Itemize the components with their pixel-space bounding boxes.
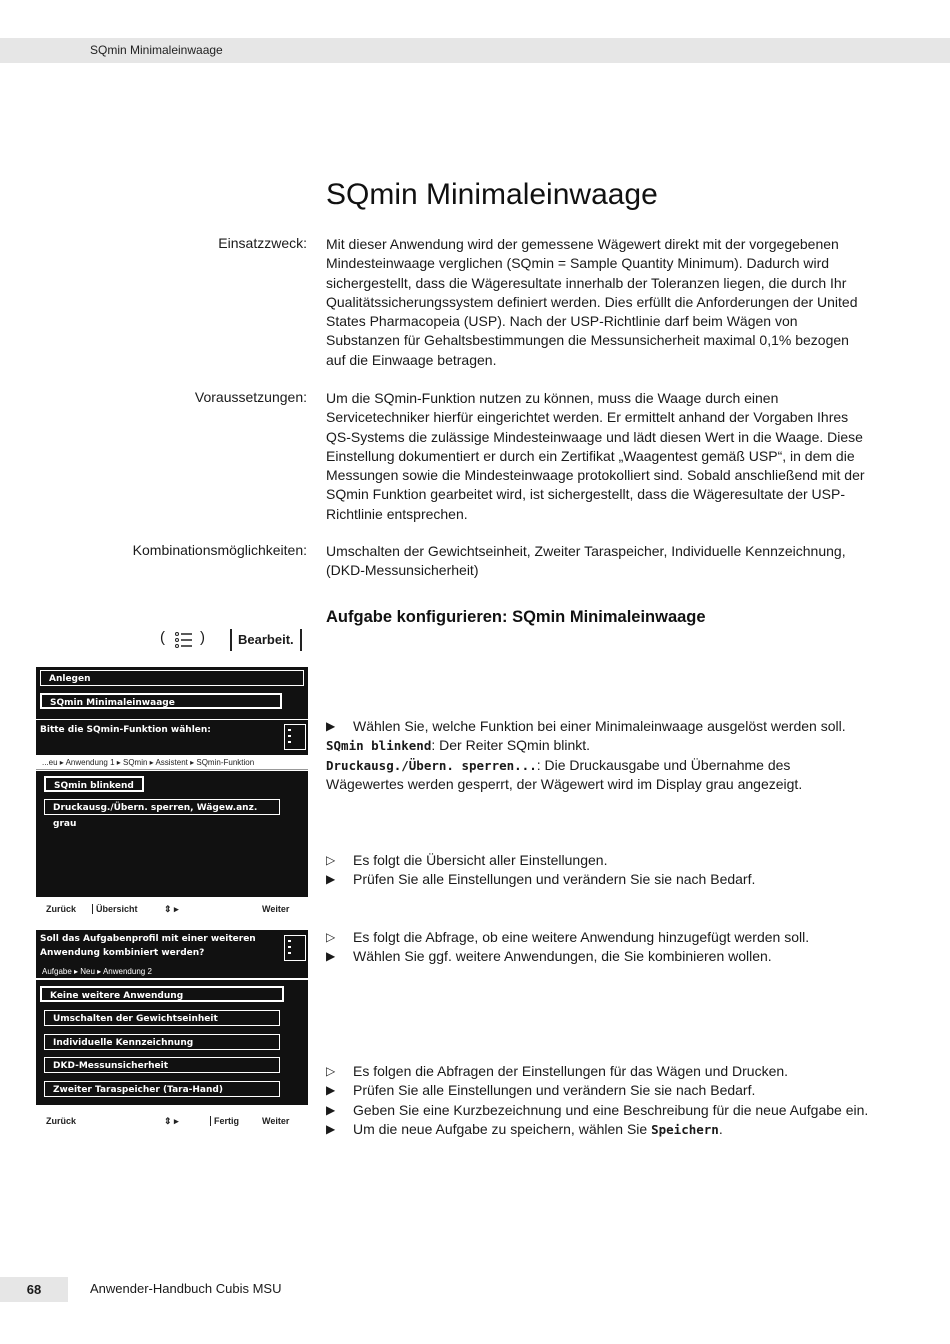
key-sqmin-blink: SQmin blinkend: [326, 738, 432, 754]
app-option-tare[interactable]: [44, 1081, 280, 1097]
edit-key-label: Bearbeit.: [238, 632, 294, 647]
text-voraussetzungen: Um die SQmin-Funktion nutzen zu können, muss die Waage durch einen Servicetechniker hierfür eingerichtet werden. Er ermittelt anhand der Vorgaben Ihres QS-Systems die zulässige Mindesteinwaage und lädt diesen Wert in die Waage. Diese Einstellung dokumentiert er durch ein Zertifikat „Waagentest gemäß USP“, in dem die Messungen sowie die Mindesteinwaage protokolliert sind. Sobald anschließend mit der SQmin Funktion gearbeitet wird, ist sichergestellt, dass die Wägeresultate der USP-Richtlinie entsprechen.: [326, 390, 865, 522]
softkey-bar-1: [36, 902, 308, 920]
device-prompt-2-line2: Anwendung kombiniert werden?: [40, 948, 205, 958]
breadcrumb-2: Aufgabe ▸ Neu ▸ Anwendung 2: [36, 966, 308, 978]
action-marker-icon: ▶: [326, 949, 336, 964]
device-prompt-1: [36, 720, 308, 755]
result-marker-icon: ▷: [326, 853, 336, 867]
step-text: Es folgt die Abfrage, ob eine weitere Anwendung hinzugefügt werden soll.: [353, 929, 810, 945]
action-marker-icon: ▶: [326, 1083, 336, 1098]
sqmin-app-button-label: SQmin Minimaleinwaage: [50, 698, 175, 708]
device-app-list: [36, 980, 308, 1105]
app-option-tare-label: Zweiter Taraspeicher (Tara-Hand): [53, 1085, 223, 1095]
step-text: Es folgen die Abfragen der Einstellungen für das Wägen und Drucken.: [353, 1063, 789, 1079]
page-number: 68: [0, 1277, 68, 1302]
option-sqmin-blink[interactable]: [44, 776, 144, 792]
app-option-unit[interactable]: [44, 1010, 280, 1026]
running-header: [0, 38, 950, 63]
create-button-label: Anlegen: [49, 674, 91, 684]
softkey-done[interactable]: Fertig: [210, 1116, 239, 1126]
text-einsatzzweck: Mit dieser Anwendung wird der gemessene Wägewert direkt mit der vorgegebenen Mindesteinwaage verglichen (SQmin = Sample Quantity Minimum). Dadurch wird sichergestellt, dass die Wägeresultate innerhalb der Toleranzen liegen, die durch Ihr Qualitätssicherungssystem definiert werden. Dies erfüllt die Anforderungen der United States Pharmacopeia (USP). Nach der USP-Richtlinie darf beim Wägen von Substanzen für Gehaltsbestimmungen die Messunsicherheit maximal 0,1% bezogen auf die Einwaage betragen.: [326, 236, 858, 368]
softkey-next-2[interactable]: Weiter: [262, 1116, 290, 1126]
step-group-4: [326, 1062, 871, 1139]
device-list-icon[interactable]: [284, 724, 306, 750]
footer-title: Anwender-Handbuch Cubis MSU: [90, 1281, 282, 1296]
action-marker-icon: ▶: [326, 1121, 336, 1136]
device-options-1: [36, 771, 308, 897]
app-option-ident-label: Individuelle Kennzeichnung: [53, 1038, 194, 1048]
action-marker-icon: ▶: [326, 1102, 336, 1117]
app-option-dkd-label: DKD-Messunsicherheit: [53, 1061, 169, 1071]
device-list-icon-2[interactable]: [284, 935, 306, 961]
key-save: Speichern: [651, 1121, 719, 1137]
section-heading: Aufgabe konfigurieren: SQmin Minimaleinwaage: [326, 608, 706, 626]
step-text: : Die Druckausgabe und Übernahme des Wägewertes werden gesperrt, der Wägewert wird im Display grau angezeigt.: [326, 756, 803, 792]
step-group-3: [326, 928, 871, 967]
option-sqmin-blink-label: SQmin blinkend: [54, 781, 134, 791]
label-voraussetzungen: Voraussetzungen:: [194, 389, 307, 405]
softkey-arrows-2[interactable]: ⇕ ▸: [164, 1116, 179, 1126]
step-text: .: [718, 1120, 723, 1137]
step-text: : Der Reiter SQmin blinkt.: [431, 737, 591, 754]
running-header-title: SQmin Minimaleinwaage: [90, 43, 223, 57]
app-option-none[interactable]: [40, 986, 284, 1002]
device-prompt-2: [36, 930, 308, 966]
text-kombination: Umschalten der Gewichtseinheit, Zweiter Taraspeicher, Individuelle Kennzeichnung, (DKD-Messunsicherheit): [326, 543, 846, 579]
app-option-dkd[interactable]: [44, 1057, 280, 1073]
step-text: Um die neue Aufgabe zu speichern, wählen Sie: [353, 1120, 652, 1137]
softkey-back[interactable]: Zurück: [46, 904, 77, 914]
softkey-overview[interactable]: Übersicht: [92, 904, 138, 914]
step-text: Prüfen Sie alle Einstellungen und verändern Sie sie nach Bedarf.: [353, 1082, 756, 1099]
result-marker-icon: ▷: [326, 1064, 336, 1078]
app-option-ident[interactable]: [44, 1034, 280, 1050]
step-text: Prüfen Sie alle Einstellungen und verändern Sie sie nach Bedarf.: [353, 871, 756, 888]
softkey-bar-2: [36, 1114, 308, 1132]
app-option-none-label: Keine weitere Anwendung: [50, 991, 184, 1001]
create-button[interactable]: [40, 670, 304, 686]
result-marker-icon: ▷: [326, 930, 336, 944]
label-einsatzzweck: Einsatzzweck:: [218, 235, 307, 251]
step-text: Es folgt die Übersicht aller Einstellungen.: [353, 852, 608, 868]
key-print-lock: Druckausg./Übern. sperren...: [326, 757, 537, 773]
device-prompt-2-line1: Soll das Aufgabenprofil mit einer weiteren: [40, 934, 256, 944]
option-print-lock[interactable]: [44, 799, 280, 829]
sqmin-app-button[interactable]: [40, 693, 282, 709]
edit-key[interactable]: [230, 629, 302, 651]
action-marker-icon: ▶: [326, 872, 336, 887]
softkey-back-2[interactable]: Zurück: [46, 1116, 77, 1126]
breadcrumb: ...eu ▸ Anwendung 1 ▸ SQmin ▸ Assistent ▸ SQmin-Funktion: [36, 756, 308, 770]
list-menu-icon[interactable]: ( ): [160, 629, 205, 646]
action-marker-icon: ▶: [326, 719, 336, 733]
device-prompt-1-text: Bitte die SQmin-Funktion wählen:: [40, 725, 211, 735]
softkey-next[interactable]: Weiter: [262, 904, 290, 914]
step-group-2: [326, 851, 871, 890]
app-option-unit-label: Umschalten der Gewichtseinheit: [53, 1014, 218, 1024]
page-title: SQmin Minimaleinwaage: [326, 178, 658, 211]
device-screen-create: [36, 667, 308, 719]
step-text: Wählen Sie, welche Funktion bei einer Minimaleinwaage ausgelöst werden soll.: [353, 718, 846, 734]
step-group-1: [326, 717, 871, 794]
option-print-lock-label: Druckausg./Übern. sperren, Wägew.anz. grau: [53, 803, 258, 829]
step-text: Wählen Sie ggf. weitere Anwendungen, die Sie kombinieren wollen.: [353, 948, 772, 965]
step-text: Geben Sie eine Kurzbezeichnung und eine Beschreibung für die neue Aufgabe ein.: [353, 1101, 869, 1118]
label-kombination: Kombinationsmöglichkeiten:: [132, 542, 307, 558]
softkey-arrows[interactable]: ⇕ ▸: [164, 904, 179, 914]
